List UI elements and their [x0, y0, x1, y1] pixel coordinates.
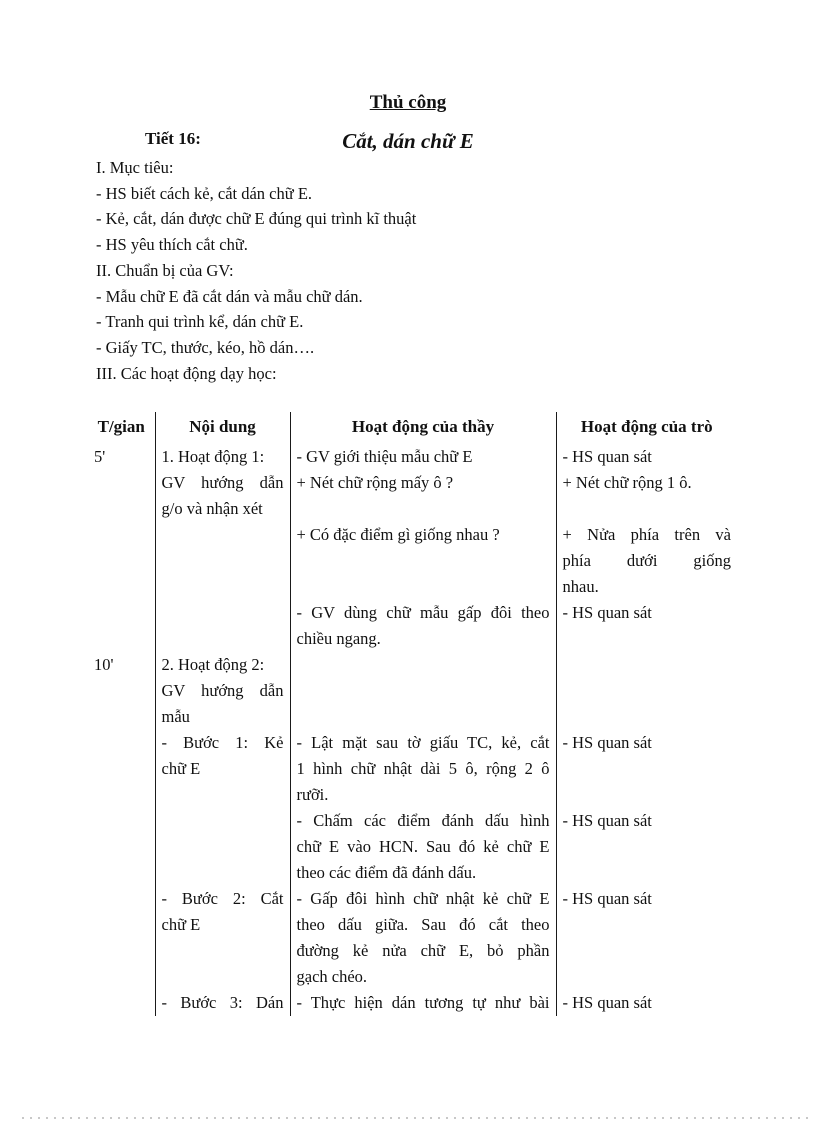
page-break-dotted-line [22, 1117, 814, 1119]
cell-line: + Nét chữ rộng 1 ô. [562, 473, 692, 492]
cell-line: - HS quan sát [562, 993, 652, 1012]
cell-tgian [88, 886, 155, 990]
activities-table [88, 412, 737, 1016]
cell-line: + Nét chữ rộng mấy ô ? [296, 473, 454, 492]
cell-hoatdong-thay [290, 730, 556, 808]
activities-table-wrap [88, 412, 748, 1016]
table-row [88, 730, 737, 808]
cell-tgian [88, 444, 155, 522]
col-header-tgian: T/gian [97, 417, 145, 436]
cell-line: - HS quan sát [562, 889, 652, 908]
cell-noidung [155, 600, 290, 652]
cell-hoatdong-thay [290, 522, 556, 600]
cell-hoatdong-tro [556, 600, 737, 652]
col-header-hoatdong-tro: Hoạt động của trò [556, 412, 737, 444]
cell-line: chữ E [161, 915, 201, 934]
cell-line: - Bước 3: Dán [161, 993, 284, 1012]
cell-hoatdong-tro [556, 652, 737, 730]
cell-line: chữ E vào HCN. Sau đó kẻ chữ E [296, 837, 550, 856]
subject-title: Thủ công [369, 92, 447, 113]
section-heading-preparation: II. Chuẩn bị của GV: [96, 260, 234, 280]
table-row [88, 990, 737, 1016]
cell-line: - Thực hiện dán tương tự như bài [296, 993, 550, 1012]
cell-line: - HS quan sát [562, 447, 652, 466]
table-row [88, 652, 737, 730]
cell-noidung [155, 730, 290, 808]
table-row [88, 600, 737, 652]
cell-tgian [88, 730, 155, 808]
cell-line: GV hướng dẫn [161, 473, 284, 492]
cell-hoatdong-thay [290, 444, 556, 522]
cell-line: - GV dùng chữ mẫu gấp đôi theo [296, 603, 550, 622]
cell-hoatdong-thay [290, 600, 556, 652]
cell-hoatdong-tro [556, 522, 737, 600]
cell-line: rưỡi. [296, 785, 329, 804]
cell-line: - HS quan sát [562, 811, 652, 830]
cell-tgian [88, 808, 155, 886]
preparation-item: - Giấy TC, thước, kéo, hồ dán…. [96, 337, 315, 357]
cell-line: GV hướng dẫn [161, 681, 284, 700]
table-header-row [88, 412, 737, 444]
cell-line: chữ E [161, 759, 201, 778]
cell-noidung [155, 808, 290, 886]
cell-noidung [155, 522, 290, 600]
cell-noidung [155, 886, 290, 990]
table-row [88, 522, 737, 600]
cell-line: 5' [94, 447, 106, 466]
objective-item: - HS biết cách kẻ, cắt dán chữ E. [96, 183, 313, 203]
cell-noidung [155, 444, 290, 522]
cell-line: + Có đặc điểm gì giống nhau ? [296, 525, 500, 544]
section-heading-activities: III. Các hoạt động dạy học: [96, 363, 277, 383]
cell-hoatdong-thay [290, 808, 556, 886]
cell-hoatdong-thay [290, 886, 556, 990]
cell-line: gạch chéo. [296, 967, 368, 986]
cell-noidung [155, 652, 290, 730]
cell-hoatdong-thay [290, 652, 556, 730]
preparation-item: - Tranh qui trình kể, dán chữ E. [96, 312, 304, 332]
cell-line: theo dấu giữa. Sau đó cắt theo [296, 915, 550, 934]
cell-line: - Bước 2: Cắt [161, 889, 284, 908]
cell-hoatdong-tro [556, 990, 737, 1016]
cell-line: 1. Hoạt động 1: [161, 447, 265, 466]
cell-line: mẫu [161, 707, 190, 726]
col-header-noidung: Nội dung [155, 412, 290, 444]
cell-hoatdong-tro [556, 730, 737, 808]
preparation-item: - Mẫu chữ E đã cắt dán và mẫu chữ dán. [96, 286, 363, 306]
cell-line: phía dưới giống [562, 551, 731, 570]
intro-block [96, 155, 716, 386]
cell-line: 10' [94, 655, 114, 674]
table-row [88, 886, 737, 990]
cell-line: + Nửa phía trên và [562, 525, 731, 544]
cell-line: chiều ngang. [296, 629, 381, 648]
section-heading-objectives: I. Mục tiêu: [96, 158, 174, 177]
cell-line: đường kẻ nửa chữ E, bỏ phần [296, 941, 550, 960]
cell-tgian [88, 522, 155, 600]
cell-hoatdong-tro [556, 444, 737, 522]
objective-item: - HS yêu thích cắt chữ. [96, 235, 248, 255]
cell-line: 2. Hoạt động 2: [161, 655, 265, 674]
cell-line: - Bước 1: Kẻ [161, 733, 284, 752]
cell-tgian [88, 990, 155, 1016]
cell-tgian [88, 600, 155, 652]
cell-hoatdong-tro [556, 808, 737, 886]
cell-line: - HS quan sát [562, 603, 652, 622]
cell-noidung [155, 990, 290, 1016]
cell-line: - GV giới thiệu mẫu chữ E [296, 447, 473, 466]
col-header-hoatdong-thay: Hoạt động của thầy [290, 412, 556, 444]
cell-line: g/o và nhận xét [161, 499, 263, 518]
lesson-title: Cắt, dán chữ E [342, 129, 474, 153]
cell-line: - HS quan sát [562, 733, 652, 752]
cell-hoatdong-tro [556, 886, 737, 990]
cell-hoatdong-thay [290, 990, 556, 1016]
table-row [88, 808, 737, 886]
cell-line: - Lật mặt sau tờ giấu TC, kẻ, cắt [296, 733, 550, 752]
cell-line: - Chấm các điểm đánh dấu hình [296, 811, 550, 830]
lesson-number: Tiết 16: [145, 129, 201, 148]
cell-line: - Gấp đôi hình chữ nhật kẻ chữ E [296, 889, 550, 908]
cell-tgian [88, 652, 155, 730]
cell-line: 1 hình chữ nhật dài 5 ô, rộng 2 ô [296, 759, 550, 778]
objective-item: - Kẻ, cắt, dán được chữ E đúng qui trình kĩ thuật [96, 209, 417, 229]
table-row [88, 444, 737, 522]
cell-line: nhau. [562, 577, 599, 596]
cell-line: theo các điểm đã đánh dấu. [296, 863, 477, 882]
